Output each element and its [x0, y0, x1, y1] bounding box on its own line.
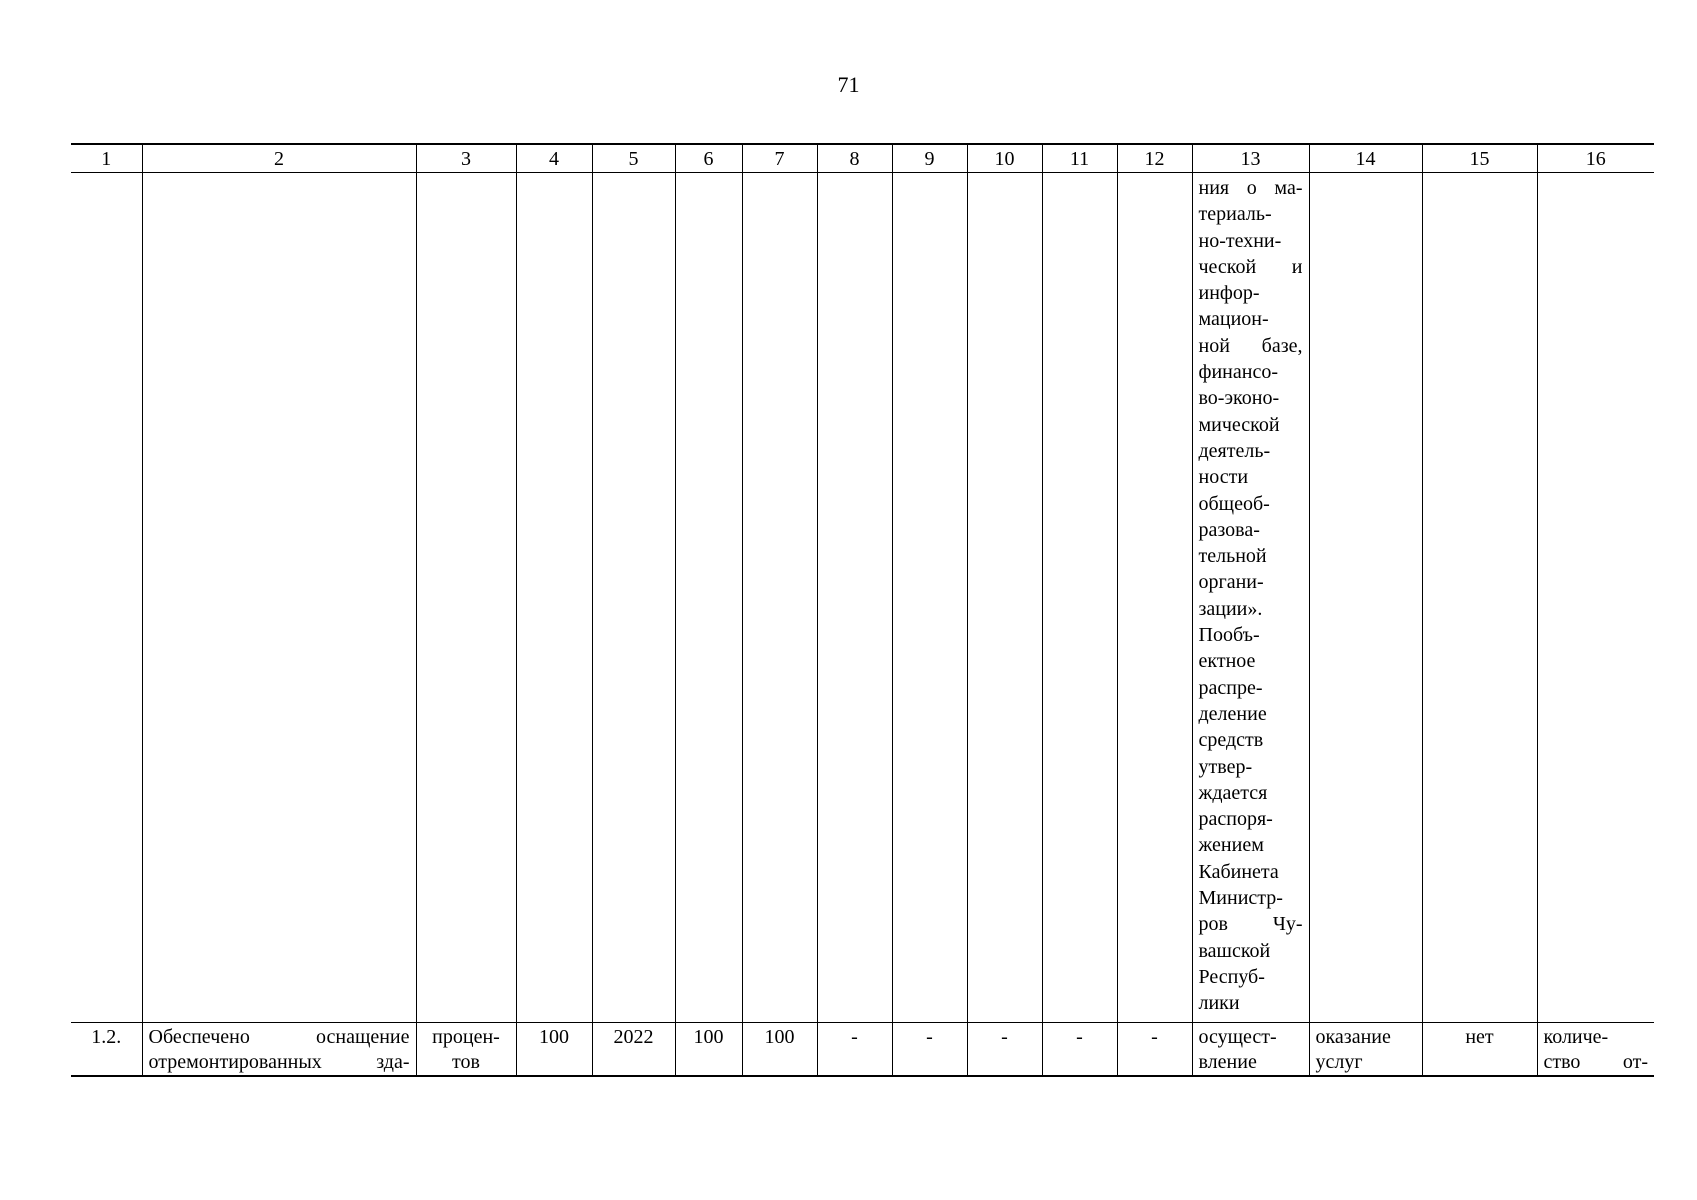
column-number-row: [71, 144, 1654, 173]
base-year: 2022: [592, 1023, 675, 1077]
mechanism-text-line: во-эконо-: [1198, 387, 1280, 410]
col-header-4: 4: [516, 144, 592, 173]
mechanism-text-line: мацион-: [1198, 308, 1269, 331]
result-description-line: Обеспечено оснащение: [148, 1026, 410, 1048]
mechanism-text-continuation: [1199, 173, 1303, 1017]
mechanism-text-line: лики: [1198, 992, 1240, 1015]
col-header-5: 5: [592, 144, 675, 173]
col-header-13: 13: [1192, 144, 1309, 173]
col-header-9: 9: [892, 144, 967, 173]
mechanism-text-line: Пообъ-: [1198, 624, 1260, 647]
type-line: оказание: [1315, 1026, 1391, 1048]
mechanism-text-line: ждается: [1198, 781, 1268, 804]
col-header-8: 8: [817, 144, 892, 173]
col-header-1: 1: [71, 144, 142, 173]
cont-cell-15: [1422, 173, 1537, 1023]
continuation-row: [71, 173, 1654, 1023]
col-header-10: 10: [967, 144, 1042, 173]
mechanism-cell: [1192, 1023, 1309, 1077]
mechanism-text-line: жением: [1198, 834, 1264, 857]
cont-cell-10: [967, 173, 1042, 1023]
mechanism-text-line: утвер-: [1198, 755, 1253, 778]
mechanism-text-line: но-техни-: [1198, 229, 1282, 252]
mechanism-text-line: ческой и: [1198, 255, 1303, 278]
col-header-7: 7: [742, 144, 817, 173]
mechanism-text-line: вашской: [1198, 939, 1271, 962]
col-header-12: 12: [1117, 144, 1192, 173]
cont-cell-4: [516, 173, 592, 1023]
table-row: [71, 1023, 1654, 1077]
mechanism-text-line: разова-: [1198, 518, 1260, 541]
unit-line: процен-: [432, 1026, 500, 1048]
value-col-6: 100: [675, 1023, 742, 1077]
cont-cell-7: [742, 173, 817, 1023]
cont-cell-12: [1117, 173, 1192, 1023]
mechanism-text-line: ности: [1198, 466, 1249, 489]
mechanism-text-line: ния о ма-: [1198, 177, 1303, 199]
mechanism-text-line: финансо-: [1198, 361, 1278, 384]
value-col-8: -: [817, 1023, 892, 1077]
mechanism-text-line: распоря-: [1198, 808, 1273, 831]
cont-cell-11: [1042, 173, 1117, 1023]
unit-line: тов: [452, 1051, 480, 1073]
page-number: 71: [837, 72, 860, 97]
mechanism-text-line: органи-: [1198, 571, 1264, 594]
cont-cell-1: [71, 173, 142, 1023]
col-header-6: 6: [675, 144, 742, 173]
mechanism-text-line: инфор-: [1198, 282, 1260, 305]
cont-cell-13: [1192, 173, 1309, 1023]
result-description-line: отремонтированных зда-: [148, 1051, 410, 1073]
mechanism-text-line: ров Чу-: [1198, 913, 1303, 936]
value-col-12: -: [1117, 1023, 1192, 1077]
mechanism-text-line: мической: [1198, 413, 1280, 436]
col-header-15: 15: [1422, 144, 1537, 173]
mechanism-text-line: деление: [1198, 702, 1267, 725]
mechanism-text-line: средств: [1198, 729, 1264, 752]
cont-cell-14: [1309, 173, 1422, 1023]
col-header-16: 16: [1537, 144, 1654, 173]
cont-cell-6: [675, 173, 742, 1023]
result-description: [142, 1023, 416, 1077]
indicator-line: количе-: [1543, 1026, 1609, 1048]
type-line: услуг: [1315, 1051, 1363, 1073]
indicator-line: ство от-: [1543, 1051, 1648, 1073]
unit-cell: [416, 1023, 516, 1077]
value-col-10: -: [967, 1023, 1042, 1077]
mechanism-text-line: териаль-: [1198, 203, 1272, 226]
indicator-cell: [1537, 1023, 1654, 1077]
mechanism-text-line: ной базе,: [1198, 334, 1303, 357]
mechanism-text-line: общеоб-: [1198, 492, 1270, 515]
col-header-3: 3: [416, 144, 516, 173]
row-number: 1.2.: [71, 1023, 142, 1077]
col-header-11: 11: [1042, 144, 1117, 173]
col-header-14: 14: [1309, 144, 1422, 173]
cont-cell-2: [142, 173, 416, 1023]
cont-cell-8: [817, 173, 892, 1023]
col-header-2: 2: [142, 144, 416, 173]
cont-cell-16: [1537, 173, 1654, 1023]
mechanism-text-line: Министр-: [1198, 887, 1283, 910]
mechanism-text-line: Кабинета: [1198, 860, 1279, 883]
cont-cell-9: [892, 173, 967, 1023]
value-col-9: -: [892, 1023, 967, 1077]
base-value: 100: [516, 1023, 592, 1077]
value-col-15: нет: [1422, 1023, 1537, 1077]
value-col-11: -: [1042, 1023, 1117, 1077]
value-col-7: 100: [742, 1023, 817, 1077]
mechanism-text-line: ектное: [1198, 650, 1256, 673]
cont-cell-5: [592, 173, 675, 1023]
mechanism-text-line: тельной: [1198, 545, 1267, 568]
mechanism-text-line: распре-: [1198, 676, 1263, 699]
mechanism-text-line: деятель-: [1198, 439, 1271, 462]
type-cell: [1309, 1023, 1422, 1077]
mechanism-line: осущест-: [1198, 1026, 1277, 1048]
mechanism-text-line: зации».: [1198, 597, 1263, 620]
document-table: [71, 143, 1654, 1077]
mechanism-line: вление: [1198, 1051, 1257, 1073]
cont-cell-3: [416, 173, 516, 1023]
mechanism-text-line: Респуб-: [1198, 965, 1265, 988]
